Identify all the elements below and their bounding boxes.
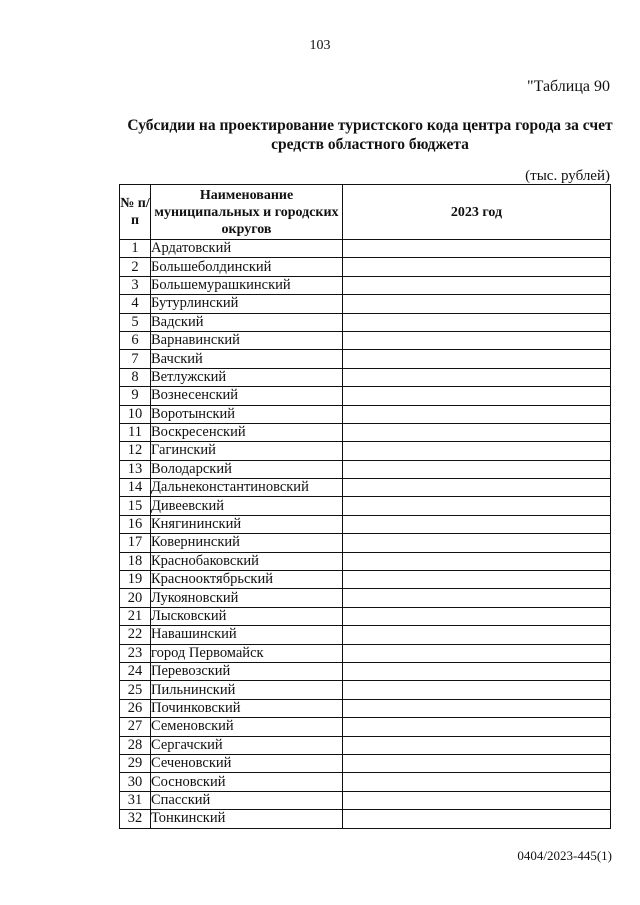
header-name: Наименование муниципальных и городских округов — [151, 185, 343, 240]
table-row — [120, 736, 611, 754]
row-2023-value — [343, 313, 611, 331]
table-row — [120, 368, 611, 386]
row-municipality-name: Навашинский — [151, 626, 343, 644]
footer-code: 0404/2023-445(1) — [517, 848, 612, 863]
row-number: 6 — [120, 331, 151, 349]
table-row — [120, 423, 611, 441]
row-number: 10 — [120, 405, 151, 423]
row-number: 3 — [120, 276, 151, 294]
table-row — [120, 497, 611, 515]
row-number: 5 — [120, 313, 151, 331]
row-number: 8 — [120, 368, 151, 386]
row-municipality-name: Ковернинский — [151, 534, 343, 552]
row-2023-value — [343, 810, 611, 828]
row-number: 19 — [120, 571, 151, 589]
table-header — [120, 185, 611, 240]
row-municipality-name: Вознесенский — [151, 387, 343, 405]
row-2023-value — [343, 442, 611, 460]
table-row — [120, 662, 611, 680]
row-2023-value — [343, 368, 611, 386]
row-municipality-name: Дальнеконстантиновский — [151, 479, 343, 497]
table-row — [120, 626, 611, 644]
row-2023-value — [343, 258, 611, 276]
table-row — [120, 589, 611, 607]
table-row — [120, 405, 611, 423]
units-label: (тыс. рублей) — [525, 168, 610, 184]
header-year: 2023 год — [343, 185, 611, 240]
row-2023-value — [343, 773, 611, 791]
subsidy-table — [119, 184, 611, 829]
table-row — [120, 276, 611, 294]
row-2023-value — [343, 644, 611, 662]
table-row — [120, 460, 611, 478]
row-municipality-name: Ветлужский — [151, 368, 343, 386]
header-row — [120, 185, 611, 240]
table-row — [120, 442, 611, 460]
row-municipality-name: Пильнинский — [151, 681, 343, 699]
table-row — [120, 515, 611, 533]
table-row — [120, 552, 611, 570]
row-municipality-name: Краснобаковский — [151, 552, 343, 570]
row-municipality-name: Лукояновский — [151, 589, 343, 607]
table-row — [120, 644, 611, 662]
row-number: 23 — [120, 644, 151, 662]
row-number: 31 — [120, 791, 151, 809]
row-number: 4 — [120, 295, 151, 313]
row-number: 15 — [120, 497, 151, 515]
table-row — [120, 240, 611, 258]
row-number: 14 — [120, 479, 151, 497]
row-2023-value — [343, 662, 611, 680]
row-2023-value — [343, 387, 611, 405]
table-row — [120, 295, 611, 313]
row-municipality-name: Вачский — [151, 350, 343, 368]
row-municipality-name: Починковский — [151, 699, 343, 717]
table-row — [120, 313, 611, 331]
row-number: 18 — [120, 552, 151, 570]
row-municipality-name: Краснооктябрьский — [151, 571, 343, 589]
row-number: 29 — [120, 754, 151, 772]
table-row — [120, 810, 611, 828]
row-number: 25 — [120, 681, 151, 699]
row-municipality-name: Володарский — [151, 460, 343, 478]
page-number: 103 — [309, 38, 331, 53]
row-number: 12 — [120, 442, 151, 460]
row-municipality-name: Большеболдинский — [151, 258, 343, 276]
row-number: 24 — [120, 662, 151, 680]
header-num: № п/п — [120, 185, 151, 240]
row-municipality-name: Гагинский — [151, 442, 343, 460]
table-row — [120, 754, 611, 772]
row-2023-value — [343, 240, 611, 258]
row-number: 20 — [120, 589, 151, 607]
table-row — [120, 791, 611, 809]
row-municipality-name: Бутурлинский — [151, 295, 343, 313]
table-row — [120, 350, 611, 368]
row-2023-value — [343, 736, 611, 754]
table-row — [120, 571, 611, 589]
document-title: Субсидии на проектирование туристского кода центра города за счет средств областного бюджета — [127, 117, 613, 153]
row-2023-value — [343, 331, 611, 349]
row-2023-value — [343, 350, 611, 368]
row-municipality-name: город Первомайск — [151, 644, 343, 662]
table-row — [120, 773, 611, 791]
table-body — [120, 240, 611, 829]
row-number: 21 — [120, 607, 151, 625]
row-municipality-name: Семеновский — [151, 718, 343, 736]
row-number: 17 — [120, 534, 151, 552]
row-municipality-name: Сергачский — [151, 736, 343, 754]
row-2023-value — [343, 571, 611, 589]
row-2023-value — [343, 589, 611, 607]
row-municipality-name: Воротынский — [151, 405, 343, 423]
row-2023-value — [343, 699, 611, 717]
row-2023-value — [343, 276, 611, 294]
table-row — [120, 387, 611, 405]
row-2023-value — [343, 515, 611, 533]
row-number: 13 — [120, 460, 151, 478]
row-municipality-name: Воскресенский — [151, 423, 343, 441]
row-municipality-name: Вадский — [151, 313, 343, 331]
row-number: 26 — [120, 699, 151, 717]
row-2023-value — [343, 479, 611, 497]
row-2023-value — [343, 791, 611, 809]
row-2023-value — [343, 754, 611, 772]
row-2023-value — [343, 552, 611, 570]
row-2023-value — [343, 626, 611, 644]
table-row — [120, 534, 611, 552]
row-2023-value — [343, 497, 611, 515]
table-label: "Таблица 90 — [527, 78, 610, 95]
row-municipality-name: Спасский — [151, 791, 343, 809]
row-municipality-name: Перевозский — [151, 662, 343, 680]
row-municipality-name: Княгининский — [151, 515, 343, 533]
table-row — [120, 699, 611, 717]
row-number: 9 — [120, 387, 151, 405]
table-row — [120, 718, 611, 736]
table-row — [120, 258, 611, 276]
row-2023-value — [343, 460, 611, 478]
row-2023-value — [343, 295, 611, 313]
row-2023-value — [343, 681, 611, 699]
row-2023-value — [343, 534, 611, 552]
row-municipality-name: Варнавинский — [151, 331, 343, 349]
row-number: 28 — [120, 736, 151, 754]
row-municipality-name: Сосновский — [151, 773, 343, 791]
row-2023-value — [343, 718, 611, 736]
row-number: 11 — [120, 423, 151, 441]
row-number: 32 — [120, 810, 151, 828]
row-number: 30 — [120, 773, 151, 791]
row-2023-value — [343, 607, 611, 625]
table-row — [120, 479, 611, 497]
table-row — [120, 681, 611, 699]
row-municipality-name: Лысковский — [151, 607, 343, 625]
row-municipality-name: Сеченовский — [151, 754, 343, 772]
table-row — [120, 607, 611, 625]
row-municipality-name: Ардатовский — [151, 240, 343, 258]
row-municipality-name: Большемурашкинский — [151, 276, 343, 294]
row-municipality-name: Тонкинский — [151, 810, 343, 828]
row-2023-value — [343, 423, 611, 441]
row-number: 27 — [120, 718, 151, 736]
row-number: 2 — [120, 258, 151, 276]
row-number: 1 — [120, 240, 151, 258]
row-number: 22 — [120, 626, 151, 644]
row-number: 7 — [120, 350, 151, 368]
row-municipality-name: Дивеевский — [151, 497, 343, 515]
row-2023-value — [343, 405, 611, 423]
row-number: 16 — [120, 515, 151, 533]
table-row — [120, 331, 611, 349]
